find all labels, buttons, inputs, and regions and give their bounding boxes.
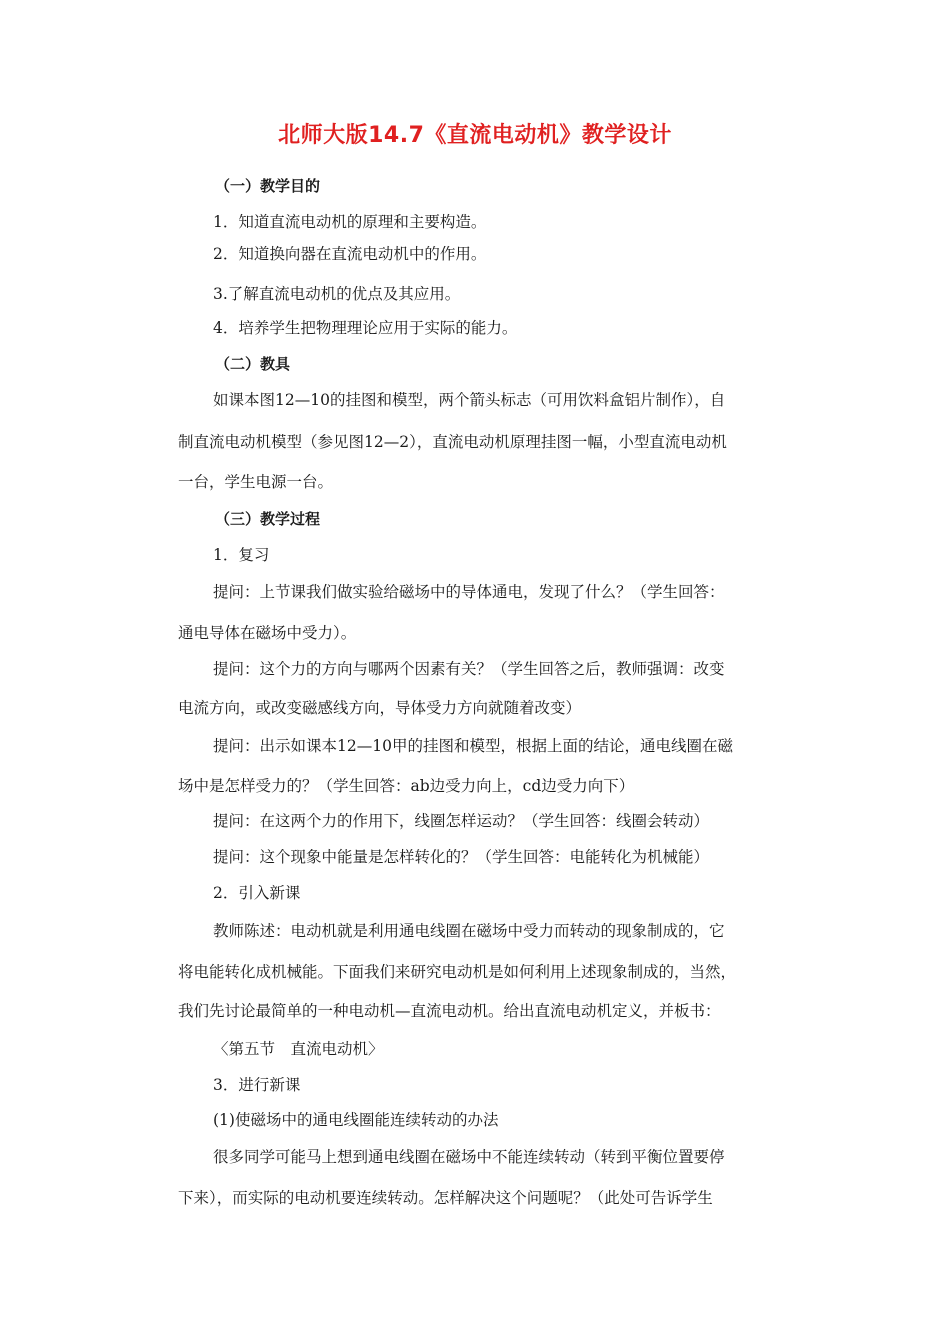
paragraph-line: 1．复习 bbox=[213, 546, 270, 564]
paragraph-line: 通电导体在磁场中受力）。 bbox=[178, 624, 357, 642]
paragraph-line: (1)使磁场中的通电线圈能连续转动的办法 bbox=[213, 1111, 499, 1129]
document-title: 北师大版14.7《直流电动机》教学设计 bbox=[278, 123, 672, 148]
paragraph-line: 制直流电动机模型（参见图12—2），直流电动机原理挂图一幅，小型直流电动机 bbox=[178, 433, 727, 451]
paragraph-line: 提问：这个现象中能量是怎样转化的？（学生回答：电能转化为机械能） bbox=[213, 848, 710, 866]
paragraph-line: 下来），而实际的电动机要连续转动。怎样解决这个问题呢？（此处可告诉学生 bbox=[178, 1189, 713, 1207]
paragraph-line: 如课本图12—10的挂图和模型，两个箭头标志（可用饮料盒铝片制作），自 bbox=[213, 391, 726, 409]
section-heading-process: （三）教学过程 bbox=[215, 510, 321, 528]
paragraph-line: 场中是怎样受力的？（学生回答：ab边受力向上，cd边受力向下） bbox=[178, 777, 635, 795]
paragraph-line: 2．引入新课 bbox=[213, 884, 301, 902]
paragraph-line: 提问：出示如课本12—10甲的挂图和模型，根据上面的结论，通电线圈在磁 bbox=[213, 737, 733, 755]
paragraph-line: 3.了解直流电动机的优点及其应用。 bbox=[213, 285, 461, 303]
paragraph-line: 电流方向，或改变磁感线方向，导体受力方向就随着改变） bbox=[178, 699, 582, 717]
section-heading-equipment: （二）教具 bbox=[215, 355, 291, 373]
paragraph-line: 4．培养学生把物理理论应用于实际的能力。 bbox=[213, 319, 518, 337]
section-heading-objectives: （一）教学目的 bbox=[215, 177, 321, 195]
paragraph-line: 1．知道直流电动机的原理和主要构造。 bbox=[213, 213, 487, 231]
paragraph-line: 提问：这个力的方向与哪两个因素有关？（学生回答之后，教师强调：改变 bbox=[213, 660, 725, 678]
paragraph-line: 提问：在这两个力的作用下，线圈怎样运动？（学生回答：线圈会转动） bbox=[213, 812, 710, 830]
paragraph-line: 教师陈述：电动机就是利用通电线圈在磁场中受力而转动的现象制成的，它 bbox=[213, 922, 725, 940]
paragraph-line: 〈第五节 直流电动机〉 bbox=[213, 1040, 384, 1058]
paragraph-line: 我们先讨论最简单的一种电动机—直流电动机。给出直流电动机定义，并板书： bbox=[178, 1002, 721, 1020]
paragraph-line: 将电能转化成机械能。下面我们来研究电动机是如何利用上述现象制成的，当然， bbox=[178, 963, 737, 981]
paragraph-line: 很多同学可能马上想到通电线圈在磁场中不能连续转动（转到平衡位置要停 bbox=[213, 1148, 725, 1166]
paragraph-line: 提问：上节课我们做实验给磁场中的导体通电，发现了什么？（学生回答： bbox=[213, 583, 725, 601]
paragraph-line: 2．知道换向器在直流电动机中的作用。 bbox=[213, 245, 487, 263]
paragraph-line: 3．进行新课 bbox=[213, 1076, 301, 1094]
paragraph-line: 一台，学生电源一台。 bbox=[178, 473, 334, 491]
